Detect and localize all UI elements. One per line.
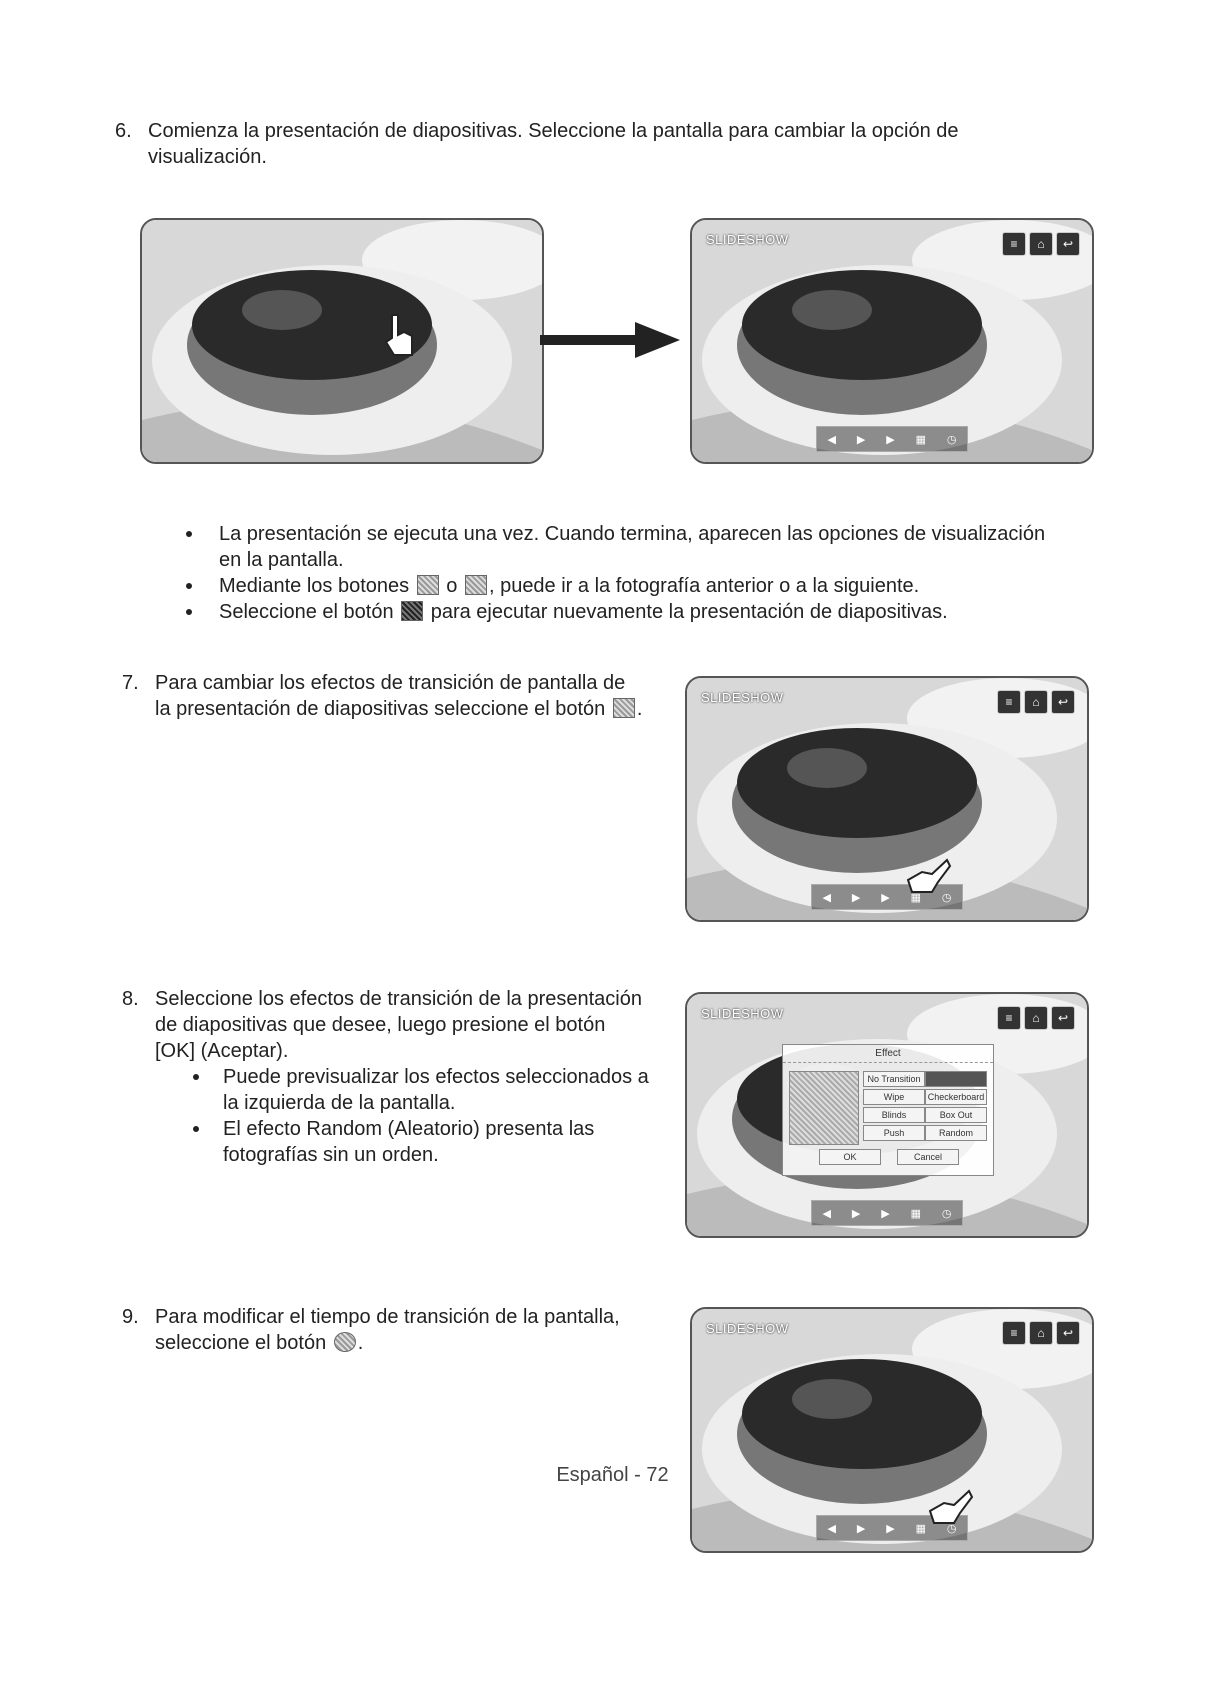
step-8	[122, 986, 682, 1166]
playback-controls	[811, 1200, 963, 1226]
play-icon[interactable]: ▶	[856, 433, 866, 446]
play-icon[interactable]: ▶	[851, 891, 861, 904]
page-footer: Español - 72	[556, 1464, 669, 1486]
effect-option[interactable]: Random	[925, 1125, 987, 1141]
bullet-text: Seleccione el botón	[219, 601, 394, 623]
step-text: .	[636, 698, 643, 720]
effect-icon[interactable]: ▦	[910, 891, 921, 904]
previous-icon[interactable]: ◀	[827, 433, 836, 446]
next-icon[interactable]: ▶	[886, 433, 895, 446]
home-icon[interactable]: ⌂	[1029, 1321, 1053, 1345]
bullet-text-line: El efecto Random (Aleatorio) presenta las	[223, 1118, 595, 1140]
hand-pointer-icon	[902, 856, 952, 896]
menu-icon[interactable]: ≡	[997, 690, 1021, 714]
step-text-line: visualización.	[148, 146, 267, 168]
effect-icon[interactable]: ▦	[915, 1522, 926, 1535]
effect-dialog	[782, 1044, 994, 1176]
slideshow-label: SLIDESHOW	[701, 690, 784, 705]
cancel-button[interactable]: Cancel	[897, 1149, 959, 1165]
step-number: 8.	[122, 988, 139, 1010]
bullet-text: Mediante los botones	[219, 575, 410, 597]
play-button-icon	[401, 601, 423, 621]
slideshow-screen-after[interactable]	[690, 218, 1094, 464]
back-icon[interactable]: ↩	[1056, 232, 1080, 256]
slideshow-screen-step9[interactable]	[690, 1307, 1094, 1553]
bullet-text-line: fotografías sin un orden.	[223, 1144, 439, 1166]
back-icon[interactable]: ↩	[1051, 690, 1075, 714]
timer-icon[interactable]: ◷	[941, 1207, 952, 1220]
effect-option[interactable]: Push	[863, 1125, 925, 1141]
bullet-text-line	[219, 599, 948, 625]
step-number: 7.	[122, 672, 139, 694]
bullet-dot	[186, 531, 192, 537]
bullet-text-line: La presentación se ejecuta una vez. Cuando termina, aparecen las opciones de visualización	[219, 523, 1046, 545]
step-number: 6.	[115, 120, 132, 142]
menu-icon[interactable]: ≡	[997, 1006, 1021, 1030]
next-icon[interactable]: ▶	[881, 891, 890, 904]
menu-icon[interactable]: ≡	[1002, 232, 1026, 256]
effect-icon[interactable]: ▦	[910, 1207, 921, 1220]
home-icon[interactable]: ⌂	[1029, 232, 1053, 256]
step-text: .	[357, 1332, 364, 1354]
step-text: la presentación de diapositivas seleccione el botón	[155, 698, 606, 720]
top-toolbar	[997, 1006, 1075, 1030]
step-text: seleccione el botón	[155, 1332, 327, 1354]
effect-preview	[789, 1071, 859, 1145]
back-icon[interactable]: ↩	[1056, 1321, 1080, 1345]
slideshow-label: SLIDESHOW	[706, 1321, 789, 1336]
slideshow-screen-step7[interactable]	[685, 676, 1089, 922]
playback-controls	[816, 426, 968, 452]
bullet-text-line: Puede previsualizar los efectos seleccionados a	[223, 1066, 649, 1088]
step-text-line: Comienza la presentación de diapositivas. Seleccione la pantalla para cambiar la opción de	[148, 120, 959, 142]
timer-icon[interactable]: ◷	[946, 1522, 957, 1535]
bullet-text: para ejecutar nuevamente la presentación de diapositivas.	[430, 601, 948, 623]
step-text-line	[155, 696, 642, 722]
step-text-line: de diapositivas que desee, luego presione el botón	[155, 1014, 606, 1036]
step-7	[122, 670, 682, 730]
effect-option[interactable]: No Transition	[863, 1071, 925, 1087]
next-icon[interactable]: ▶	[886, 1522, 895, 1535]
previous-icon[interactable]: ◀	[822, 1207, 831, 1220]
step-9	[122, 1304, 682, 1364]
effect-icon[interactable]: ▦	[915, 433, 926, 446]
menu-icon[interactable]: ≡	[1002, 1321, 1026, 1345]
step-text-line: Para cambiar los efectos de transición de pantalla de	[155, 672, 626, 694]
top-toolbar	[997, 690, 1075, 714]
effect-option[interactable]: Box Out	[925, 1107, 987, 1123]
bullet-text: o	[446, 575, 458, 597]
next-button-icon	[465, 575, 487, 595]
arrow-right-icon	[540, 320, 680, 360]
bullet-text: , puede ir a la fotografía anterior o a la siguiente.	[488, 575, 920, 597]
previous-icon[interactable]: ◀	[827, 1522, 836, 1535]
step-number: 9.	[122, 1306, 139, 1328]
bullet-text-line: en la pantalla.	[219, 549, 344, 571]
timer-icon[interactable]: ◷	[941, 891, 952, 904]
step-text-line: [OK] (Aceptar).	[155, 1040, 289, 1062]
slideshow-screen-before[interactable]	[140, 218, 544, 464]
effect-option[interactable]: Wipe	[863, 1089, 925, 1105]
bullet-dot	[186, 609, 192, 615]
top-toolbar	[1002, 232, 1080, 256]
play-icon[interactable]: ▶	[856, 1522, 866, 1535]
timer-icon[interactable]: ◷	[946, 433, 957, 446]
bullet-dot	[186, 583, 192, 589]
step-text-line: Seleccione los efectos de transición de la presentación	[155, 988, 642, 1010]
hand-pointer-icon	[924, 1487, 974, 1527]
effect-option-selected[interactable]	[925, 1071, 987, 1087]
top-toolbar	[1002, 1321, 1080, 1345]
dialog-title: Effect	[783, 1045, 993, 1063]
previous-button-icon	[417, 575, 439, 595]
home-icon[interactable]: ⌂	[1024, 1006, 1048, 1030]
effect-option[interactable]: Blinds	[863, 1107, 925, 1123]
bullet-text-line	[219, 573, 919, 599]
play-icon[interactable]: ▶	[851, 1207, 861, 1220]
photo-tart	[142, 220, 542, 462]
step-text-line: Para modificar el tiempo de transición de la pantalla,	[155, 1306, 620, 1328]
ok-button[interactable]: OK	[819, 1149, 881, 1165]
home-icon[interactable]: ⌂	[1024, 690, 1048, 714]
slideshow-label: SLIDESHOW	[706, 232, 789, 247]
timer-button-icon	[334, 1332, 356, 1352]
hand-pointer-icon	[382, 310, 422, 360]
back-icon[interactable]: ↩	[1051, 1006, 1075, 1030]
bullet-dot	[193, 1126, 199, 1132]
bullet-dot	[193, 1074, 199, 1080]
slideshow-screen-step8[interactable]	[685, 992, 1089, 1238]
slideshow-label: SLIDESHOW	[701, 1006, 784, 1021]
step-text-line	[155, 1330, 363, 1356]
previous-icon[interactable]: ◀	[822, 891, 831, 904]
next-icon[interactable]: ▶	[881, 1207, 890, 1220]
effect-option[interactable]: Checkerboard	[925, 1089, 987, 1105]
effect-button-icon	[613, 698, 635, 718]
bullet-text-line: la izquierda de la pantalla.	[223, 1092, 456, 1114]
